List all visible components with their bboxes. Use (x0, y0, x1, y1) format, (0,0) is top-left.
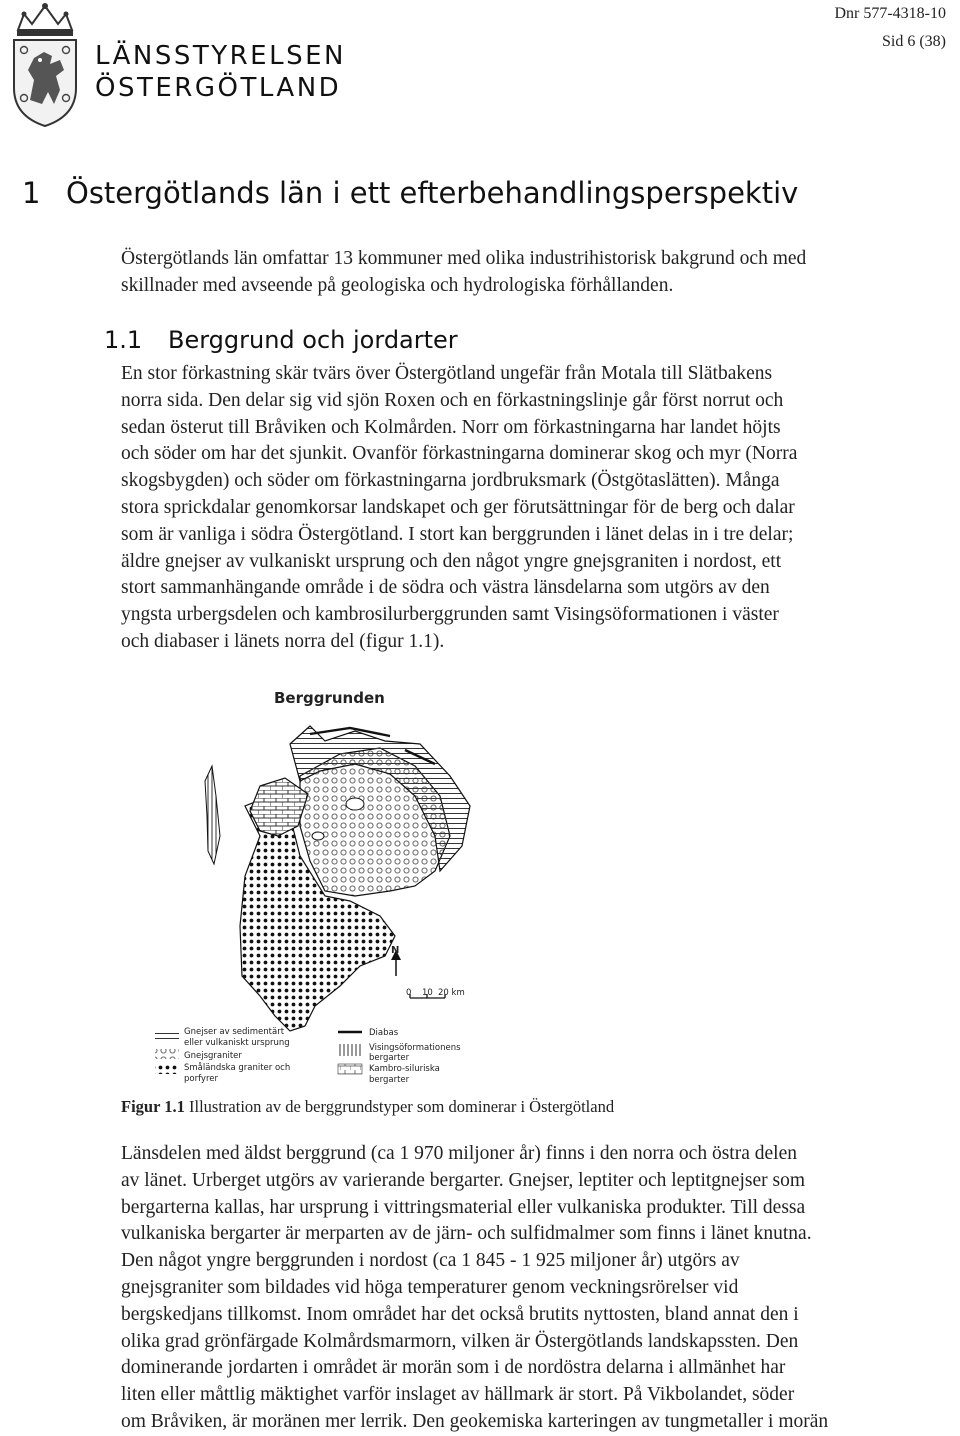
legend-label: Diabas (369, 1028, 399, 1038)
county-regions (205, 726, 470, 1031)
text-line: äldre gnejser av vulkaniskt ursprung och den något yngre gnejsgraniten i nordost, ett (121, 550, 782, 572)
legend-swatch-gnejsgraniter (155, 1049, 179, 1059)
text-line: olika grad grönfärgade Kolmårdsmarmorn, vilken är Östergötlands landskapssten. Den (121, 1330, 799, 1352)
legend-swatch-gnejser (155, 1032, 179, 1042)
subsection-number: 1.1 (104, 326, 143, 354)
text-line: av länet. Urberget utgörs av varierande bergarter. Gnejser, leptiter och leptitgnejser som (121, 1169, 805, 1191)
text-line: liten eller måttlig mäktighet varför inslaget av hällmark är stort. På Vikbolandet, söder (121, 1384, 795, 1406)
subsection-title: Berggrund och jordarter (168, 326, 458, 354)
text-line: bergarterna kallas, har ursprung i vittringsmaterial eller vulkaniska produkter. Till dessa (121, 1196, 806, 1218)
text-line: norra sida. Den delar sig vid sjön Roxen och en förkastningslinje går först norrut och (121, 389, 784, 411)
intro-paragraph (121, 246, 933, 300)
lake-roxen (346, 798, 364, 810)
subsection-heading (104, 326, 458, 354)
text-line: gnejsgraniter som bildades vid höga temperaturer genom veckningsrörelser vid (121, 1276, 739, 1298)
text-line: skogsbygden) och söder om förkastningarna jordbruksmark (Östgötaslätten). Många (121, 470, 780, 492)
legend-label: Småländska graniter och (184, 1063, 291, 1073)
text-line: stort sammanhängande område i de södra och västra länsdelarna som utgörs av den (121, 577, 770, 599)
coat-of-arms-icon (4, 0, 86, 128)
caption-text: Illustration av de berggrundstyper som dominerar i Östergötland (184, 1097, 615, 1116)
legend-swatch-kambrosilur (338, 1064, 362, 1074)
region-kambrosilur (250, 778, 308, 836)
agency-name-line2: ÖSTERGÖTLAND (95, 73, 342, 103)
text-line: sedan österut till Bråviken och Kolmården. Norr om förkastningarna har landet höjts (121, 416, 781, 438)
section-title: Östergötlands län i ett efterbehandlingsperspektiv (66, 176, 799, 210)
text-line: yngsta urbergsdelen och kambrosilurberggrunden samt Visingsöformationen i väster (121, 604, 779, 626)
text-line: Den något yngre berggrunden i nordost (ca 1 845 - 1 925 miljoner år) utgörs av (121, 1250, 740, 1272)
north-label: N (391, 945, 400, 956)
legend-swatch-smalandska (155, 1064, 179, 1074)
page-number: Sid 6 (38) (882, 33, 946, 50)
text-line: Länsdelen med äldst berggrund (ca 1 970 miljoner år) finns i den norra och östra delen (121, 1143, 797, 1164)
legend-label: bergarter (369, 1053, 410, 1063)
bedrock-age-paragraph (121, 1141, 933, 1436)
text-line: vulkaniska bergarter är merparten av de järn- och sulfidmalmer som finns i länet knutna. (121, 1223, 812, 1245)
text-line: som är vanliga i södra Östergötland. I stort kan berggrunden i länet delas in i tre delar; (121, 523, 794, 545)
caption-label: Figur 1.1 (121, 1097, 185, 1116)
legend-label: eller vulkaniskt ursprung (184, 1038, 290, 1048)
legend-label: Visingsöformationens (369, 1043, 461, 1053)
lake (312, 832, 324, 840)
geology-paragraph (121, 361, 933, 656)
section-heading (22, 176, 798, 210)
legend-label: Kambro-siluriska (369, 1064, 440, 1074)
text-line: och söder om har det sjunkit. Ovanför förkastningarna dominerar skog och myr (Norra (121, 443, 798, 465)
agency-name (95, 40, 346, 104)
text-line: dominerande jordarten i området är morän som i de nordöstra delarna i allmänhet har (121, 1357, 786, 1379)
legend-label: Gnejser av sedimentärt (184, 1027, 285, 1037)
text-line: skillnader med avseende på geologiska och hydrologiska förhållanden. (121, 274, 674, 296)
text-line: och diabaser i länets norra del (figur 1.1). (121, 630, 445, 652)
scale-label-10: 10 (422, 988, 433, 998)
text-line: Östergötlands län omfattar 13 kommuner med olika industrihistorisk bakgrund och med (121, 248, 807, 269)
text-line: om Bråviken, är moränen mer lerrik. Den geokemiska karteringen av tungmetaller i morän (121, 1410, 829, 1432)
scale-label-20: 20 km (438, 988, 465, 998)
legend-label: bergarter (369, 1075, 410, 1085)
text-line: stora sprickdalar genomkorsar landskapet och ger förutsättningar för de berg och dalar (121, 496, 795, 518)
legend-label: Gnejsgraniter (184, 1051, 242, 1061)
scale-label-0: 0 (406, 988, 412, 998)
region-visingso (205, 766, 220, 864)
document-reference (834, 0, 946, 56)
section-number: 1 (22, 176, 41, 210)
agency-name-line1: LÄNSSTYRELSEN (95, 41, 346, 71)
figure-caption (121, 1097, 614, 1117)
legend-label: porfyrer (184, 1074, 218, 1084)
figure-title: Berggrunden (274, 689, 385, 707)
legend-swatch-visingso (338, 1044, 362, 1056)
text-line: En stor förkastning skär tvärs över Östergötland ungefär från Motala till Slätbakens (121, 363, 773, 384)
text-line: bergskedjans tillkomst. Inom området har det också brutits nyttosten, bland annat den i (121, 1303, 799, 1325)
diary-number: Dnr 577-4318-10 (834, 5, 946, 22)
